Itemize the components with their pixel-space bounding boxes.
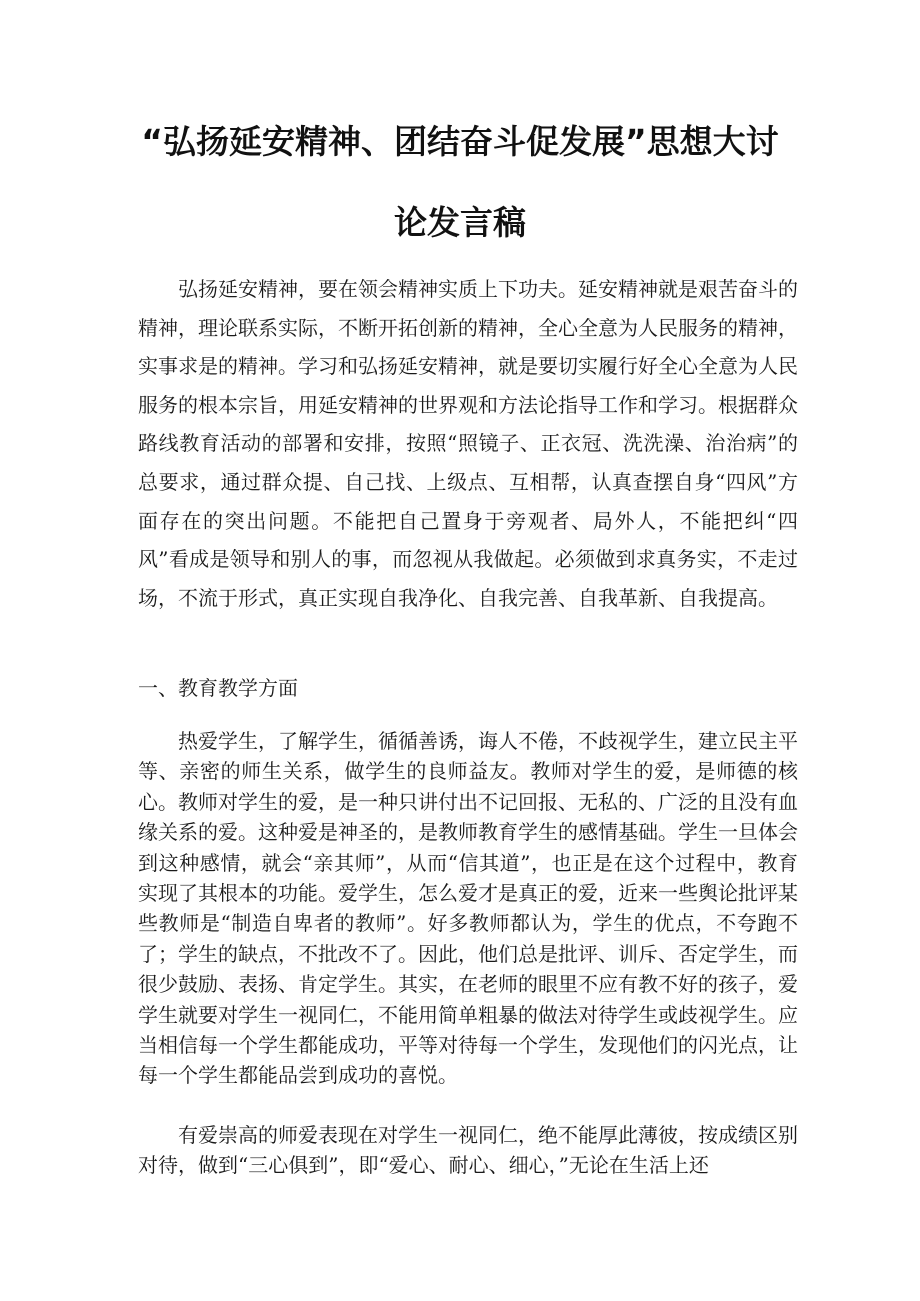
section-heading-teaching: 一、教育教学方面 <box>138 676 298 700</box>
paragraph-intro: 弘扬延安精神，要在领会精神实质上下功夫。延安精神就是艰苦奋斗的精神，理论联系实际，不断开拓创新的精神，全心全意为人民服务的精神，实事求是的精神。学习和弘扬延安精神，就是要切实履行好全心全意为人民服务的根本宗旨，用延安精神的世界观和方法论指导工作和学习。根据群众路线教育活动的部署和安排，按照“照镜子、正衣冠、洗洗澡、治治病”的总要求，通过群众提、自己找、上级点、互相帮，认真查摆自身“四风”方面存在的突出问题。不能把自己置身于旁观者、局外人，不能把纠“四风”看成是领导和别人的事，而忽视从我做起。必须做到求真务实，不走过场，不流于形式，真正实现自我净化、自我完善、自我革新、自我提高。 <box>138 277 798 610</box>
paragraph-equal-treatment: 有爱崇高的师爱表现在对学生一视同仁，绝不能厚此薄彼，按成绩区别对待，做到“三心俱到”，即“爱心、耐心、细心，”无论在生活上还 <box>138 1123 798 1178</box>
document-title-line-1: “弘扬延安精神、团结奋斗促发展”思想大讨 <box>141 122 779 161</box>
document-title-line-2: 论发言稿 <box>394 203 526 242</box>
paragraph-love-students: 热爱学生，了解学生，循循善诱，诲人不倦，不歧视学生，建立民主平等、亲密的师生关系，做学生的良师益友。教师对学生的爱，是师德的核心。教师对学生的爱，是一种只讲付出不记回报、无私的、广泛的且没有血缘关系的爱。这种爱是神圣的，是教师教育学生的感情基础。学生一旦体会到这种感情，就会“亲其师”，从而“信其道”，也正是在这个过程中，教育实现了其根本的功能。爱学生，怎么爱才是真正的爱，近来一些舆论批评某些教师是“制造自卑者的教师”。好多教师都认为，学生的优点，不夸跑不了；学生的缺点，不批改不了。因此，他们总是批评、训斥、否定学生，而很少鼓励、表扬、肯定学生。其实，在老师的眼里不应有教不好的孩子，爱学生就要对学生一视同仁，不能用简单粗暴的做法对待学生或歧视学生。应当相信每一个学生都能成功，平等对待每一个学生，发现他们的闪光点，让每一个学生都能品尝到成功的喜悦。 <box>138 729 798 1088</box>
